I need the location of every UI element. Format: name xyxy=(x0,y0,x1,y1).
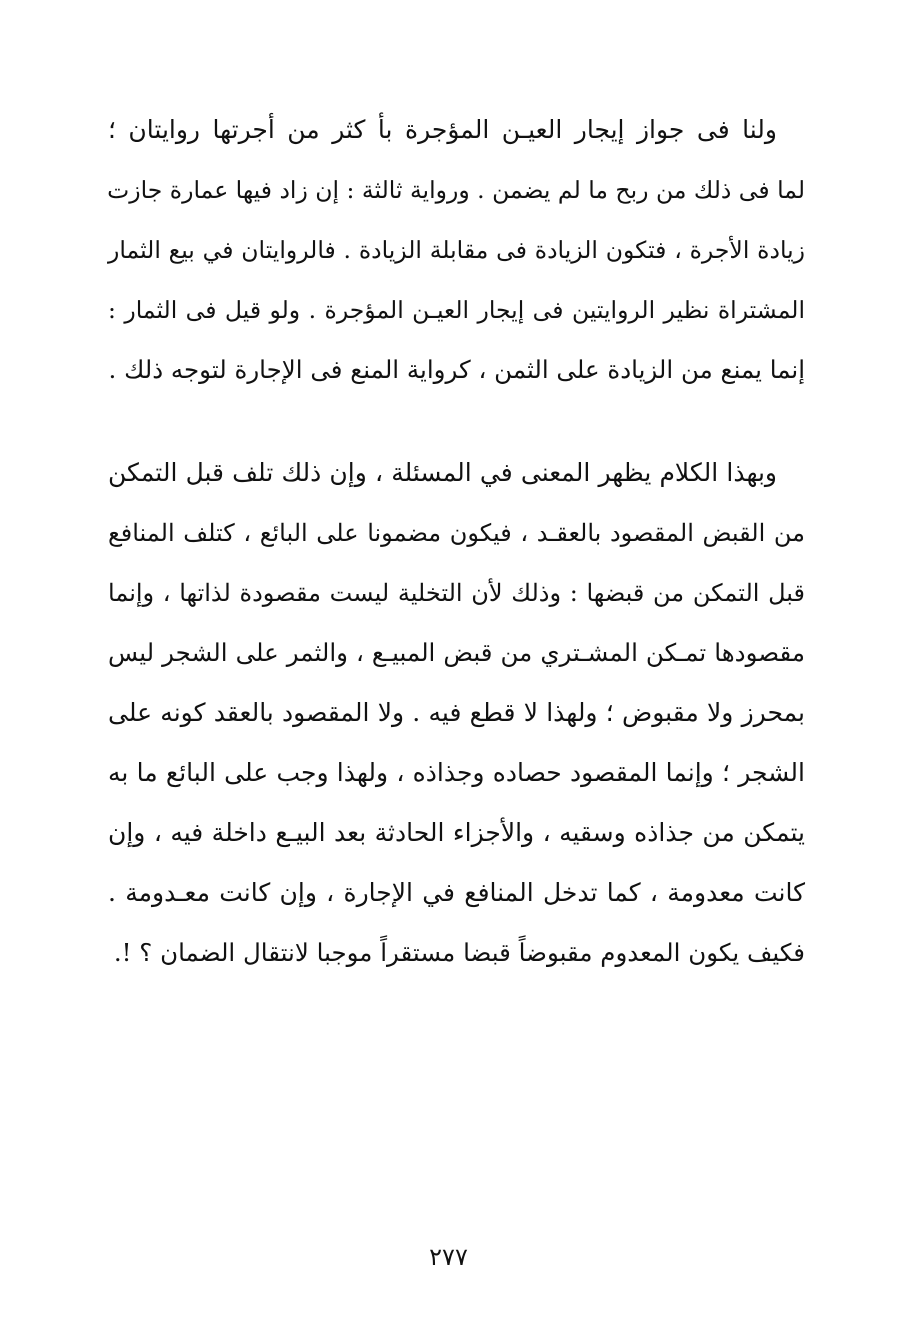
paragraph-line: يتمكن من جذاذه وسقيه ، والأجزاء الحادثة بعد البيـع داخلة فيه ، وإن xyxy=(108,818,805,847)
paragraph-line: قبل التمكن من قبضها : وذلك لأن التخلية ليست مقصودة لذاتها ، وإنما xyxy=(108,579,805,607)
paragraph-line: زيادة الأجرة ، فتكون الزيادة فى مقابلة الزيادة . فالروايتان في بيع الثمار xyxy=(108,236,805,264)
page-number: ٢٧٧ xyxy=(429,1243,468,1271)
paragraph-2 xyxy=(108,443,805,983)
paragraph-line: إنما يمنع من الزيادة على الثمن ، كرواية المنع فى الإجارة لتوجه ذلك . xyxy=(108,355,805,384)
paragraph-line: من القبض المقصود بالعقـد ، فيكون مضمونا على البائع ، كتلف المنافع xyxy=(108,519,805,547)
paragraph-line: ولنا فى جواز إيجار العيـن المؤجرة بأ كثر من أجرتها روايتان ؛ xyxy=(108,115,777,144)
paragraph-line: مقصودها تمـكن المشـتري من قبض المبيـع ، والثمر على الشجر ليس xyxy=(108,638,805,667)
paragraph-1 xyxy=(108,100,805,400)
paragraph-line: كانت معدومة ، كما تدخل المنافع في الإجارة ، وإن كانت معـدومة . xyxy=(108,878,805,907)
paragraph-line: فكيف يكون المعدوم مقبوضاً قبضا مستقراً موجبا لانتقال الضمان ؟ !. xyxy=(113,938,805,967)
paragraph-line: لما فى ذلك من ربح ما لم يضمن . ورواية ثالثة : إن زاد فيها عمارة جازت xyxy=(107,176,805,204)
paragraph-line: المشتراة نظير الروايتين فى إيجار العيـن المؤجرة . ولو قيل فى الثمار : xyxy=(108,296,805,324)
paragraph-line: وبهذا الكلام يظهر المعنى في المسئلة ، وإن ذلك تلف قبل التمكن xyxy=(108,458,777,487)
paragraph-line: بمحرز ولا مقبوض ؛ ولهذا لا قطع فيه . ولا المقصود بالعقد كونه على xyxy=(108,698,805,727)
paragraph-line: الشجر ؛ وإنما المقصود حصاده وجذاذه ، ولهذا وجب على البائع ما به xyxy=(108,758,805,787)
